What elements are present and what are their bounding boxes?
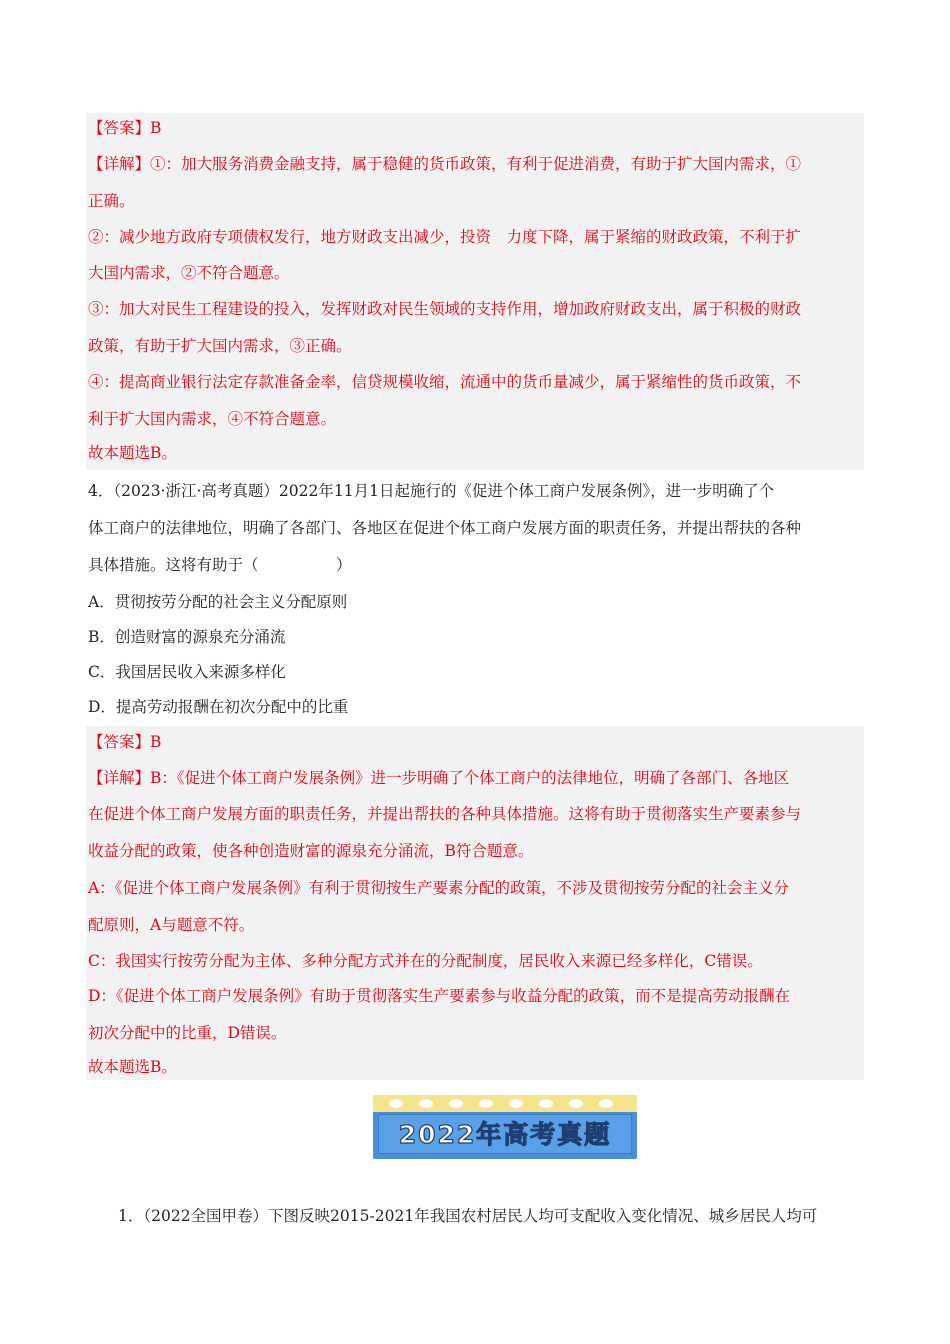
q4-analysis-line: A：《促进个体工商户发展条例》有利于贯彻按生产要素分配的政策，不涉及贯彻按劳分配的社会主义分 — [88, 879, 789, 897]
q3-analysis-line: ④：提高商业银行法定存款准备金率，信贷规模收缩，流通中的货币量减少，属于紧缩性的货币政策，不 — [88, 373, 802, 391]
q4-conclusion: 故本题选B。 — [88, 1058, 177, 1076]
q4-analysis-line: 在促进个体工商户发展方面的职责任务，并提出帮扶的各种具体措施。这将有助于贯彻落实生产要素参与 — [88, 805, 802, 823]
q3-analysis-line: 利于扩大国内需求，④不符合题意。 — [88, 410, 337, 428]
ring-dot — [419, 1099, 433, 1108]
q3-analysis-line: 【详解】①：加大服务消费金融支持，属于稳健的货币政策，有利于促进消费，有助于扩大国内需求，① — [88, 155, 802, 173]
ring-dot — [479, 1099, 493, 1108]
q4-analysis-line: 配原则，A与题意不符。 — [88, 916, 255, 934]
q3-analysis-line: 正确。 — [88, 192, 135, 210]
q4-stem-line: 体工商户的法律地位，明确了各部门、各地区在促进个体工商户发展方面的职责任务，并提出帮扶的各种 — [88, 519, 802, 537]
q3-analysis-line: 政策，有助于扩大国内需求，③正确。 — [88, 337, 352, 355]
q4-stem-line: 4．（2023·浙江·高考真题）2022年11月1日起施行的《促进个体工商户发展条例》，进一步明确了个 — [88, 482, 775, 500]
q3-answer: 【答案】B — [88, 119, 162, 137]
banner-body — [378, 1114, 632, 1154]
banner-ring-strip — [373, 1095, 637, 1112]
q4-answer: 【答案】B — [88, 733, 162, 751]
q4-analysis-line: 初次分配中的比重，D错误。 — [88, 1024, 287, 1042]
q4-analysis-line: C：我国实行按劳分配为主体、多种分配方式并在的分配制度，居民收入来源已经多样化，C错误。 — [88, 952, 763, 970]
q4-analysis-tag: 【详解】 — [88, 769, 151, 787]
q4-analysis-line: 收益分配的政策，使各种创造财富的源泉充分涌流，B符合题意。 — [88, 842, 534, 860]
ring-dot — [569, 1099, 583, 1108]
ring-dot — [449, 1099, 463, 1108]
q4-option-b: B．创造财富的源泉充分涌流 — [88, 628, 286, 646]
q4-option-a: A．贯彻按劳分配的社会主义分配原则 — [88, 593, 348, 611]
q3-conclusion: 故本题选B。 — [88, 444, 177, 462]
q4-option-d: D．提高劳动报酬在初次分配中的比重 — [88, 698, 349, 716]
ring-dot — [539, 1099, 553, 1108]
section-title: 2022年高考真题 — [398, 1120, 612, 1149]
section-banner — [373, 1095, 637, 1159]
ring-dot — [389, 1099, 403, 1108]
q3-analysis-tag: 【详解】 — [88, 155, 151, 173]
q4-option-c: C．我国居民收入来源多样化 — [88, 663, 286, 681]
ring-dot — [599, 1099, 613, 1108]
ring-dot — [509, 1099, 523, 1108]
q3-analysis-line: 大国内需求，②不符合题意。 — [88, 264, 290, 282]
q3-analysis-line: ③：加大对民生工程建设的投入，发挥财政对民生领域的支持作用，增加政府财政支出，属于积极的财政 — [88, 300, 802, 318]
q4-analysis-line: D：《促进个体工商户发展条例》有助于贯彻落实生产要素参与收益分配的政策，而不是提高劳动报酬在 — [88, 987, 791, 1005]
q4-analysis-line: 【详解】B：《促进个体工商户发展条例》进一步明确了个体工商户的法律地位，明确了各部门、各地区 — [88, 769, 790, 787]
q3-analysis-line: ②：减少地方政府专项债权发行，地方财政支出减少，投资 力度下降，属于紧缩的财政政策，不利于扩 — [88, 228, 802, 246]
q4-stem-line: 具体措施。这将有助于（ ） — [88, 556, 352, 574]
q2022-1-stem: 1．（2022全国甲卷）下图反映2015-2021年我国农村居民人均可支配收入变化情况、城乡居民人均可 — [118, 1207, 818, 1225]
